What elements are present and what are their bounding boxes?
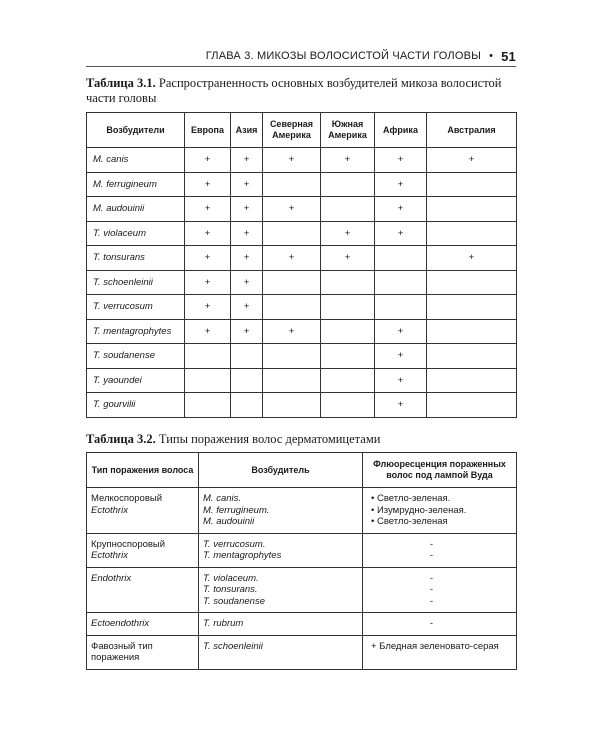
table1-row [87,295,517,320]
fluorescence-cell [363,613,517,636]
presence-cell: + [185,148,231,173]
table2-column-header: Флюоресценция пораженных волос под лампой Вуда [363,453,517,488]
fluorescence-text: - [429,538,434,550]
presence-cell: + [321,246,375,271]
presence-cell [321,172,375,197]
presence-cell [427,172,517,197]
header-rule [86,66,516,67]
presence-cell [185,368,231,393]
presence-cell: + [375,344,427,369]
presence-cell: + [231,148,263,173]
fluorescence-text: • Изумрудно-зеленая. [371,504,467,516]
agent-cell [199,488,363,534]
presence-cell: + [231,295,263,320]
presence-cell [321,270,375,295]
table2-caption [86,432,516,447]
agent-name: T. rubrum [203,618,244,629]
damage-type-cell [87,533,199,567]
species-cell: M. audouinii [87,197,185,222]
table2-column-header: Тип поражения волоса [87,453,199,488]
agent-name: T. schoenleinii [203,640,263,652]
presence-cell: + [375,172,427,197]
presence-cell [375,270,427,295]
fluorescence-text: • Светло-зеленая. [371,493,451,504]
bullet-separator: • [489,50,494,62]
presence-cell: + [231,197,263,222]
presence-cell: + [375,368,427,393]
species-cell: T. tonsurans [87,246,185,271]
presence-cell [321,368,375,393]
damage-type-text: Endothrix [91,572,132,584]
prevalence-table [86,112,517,418]
species-cell: T. yaoundei [87,368,185,393]
table1-column-header: Северная Америка [263,113,321,148]
presence-cell: + [185,295,231,320]
presence-cell [321,344,375,369]
presence-cell: + [263,319,321,344]
table2-caption-text: Типы поражения волос дерматомицетами [158,432,381,446]
presence-cell: + [375,393,427,418]
page-number: 51 [501,48,516,64]
presence-cell: + [427,148,517,173]
agent-name: T. verrucosum. [203,538,266,550]
presence-cell [263,393,321,418]
damage-type-text: Ectothrix [91,550,128,561]
presence-cell [427,393,517,418]
presence-cell [231,368,263,393]
presence-cell [427,295,517,320]
agent-name: T. mentagrophytes [203,550,282,561]
agent-name: T. soudanense [203,595,265,607]
species-cell: T. violaceum [87,221,185,246]
table2-column-header: Возбудитель [199,453,363,488]
table2-row [87,613,517,636]
damage-type-cell [87,488,199,534]
presence-cell [375,246,427,271]
table2-row [87,488,517,534]
damage-type-text: Мелкоспоровый [91,493,163,504]
fluorescence-text: - [429,595,434,607]
species-cell: M. ferrugineum [87,172,185,197]
presence-cell [263,295,321,320]
hair-damage-table [86,452,517,670]
table1-caption [86,76,516,106]
damage-type-cell [87,635,199,669]
presence-cell: + [375,319,427,344]
presence-cell: + [375,197,427,222]
table2-row [87,533,517,567]
table1-row [87,344,517,369]
table1-column-header: Африка [375,113,427,148]
agent-name: M. canis. [203,493,242,504]
damage-type-text: Крупноспоровый [91,538,166,550]
table1-row [87,197,517,222]
table1-row [87,270,517,295]
table1-row [87,148,517,173]
agent-cell [199,533,363,567]
fluorescence-text: - [429,618,434,629]
species-cell: M. canis [87,148,185,173]
species-cell: T. soudanense [87,344,185,369]
table2-row [87,567,517,613]
table2-row [87,635,517,669]
damage-type-text: Ectoendothrix [91,618,150,629]
fluorescence-cell [363,533,517,567]
presence-cell: + [185,221,231,246]
species-cell: T. schoenleinii [87,270,185,295]
presence-cell [185,393,231,418]
presence-cell: + [375,221,427,246]
presence-cell [321,319,375,344]
presence-cell: + [231,172,263,197]
table1-column-header: Южная Америка [321,113,375,148]
presence-cell: + [263,197,321,222]
fluorescence-text: - [429,572,434,584]
damage-type-text: Ectothrix [91,504,128,516]
table1-column-header: Возбудители [87,113,185,148]
presence-cell [263,270,321,295]
presence-cell: + [321,221,375,246]
presence-cell [263,368,321,393]
fluorescence-text: - [429,584,434,595]
presence-cell: + [185,270,231,295]
presence-cell: + [231,221,263,246]
agent-name: M. audouinii [203,516,255,527]
fluorescence-cell [363,488,517,534]
presence-cell [375,295,427,320]
presence-cell [427,368,517,393]
damage-type-cell [87,567,199,613]
table1-row [87,368,517,393]
presence-cell [427,344,517,369]
presence-cell: + [231,319,263,344]
table1-column-header: Европа [185,113,231,148]
presence-cell [321,393,375,418]
presence-cell: + [185,246,231,271]
species-cell: T. mentagrophytes [87,319,185,344]
species-cell: T. verrucosum [87,295,185,320]
presence-cell [427,197,517,222]
running-title: ГЛАВА 3. МИКОЗЫ ВОЛОСИСТОЙ ЧАСТИ ГОЛОВЫ [205,50,482,62]
presence-cell [263,172,321,197]
agent-name: M. ferrugineum. [203,504,270,516]
table1-column-header: Австралия [427,113,517,148]
table1-row [87,319,517,344]
presence-cell: + [427,246,517,271]
agent-cell [199,635,363,669]
presence-cell [263,221,321,246]
presence-cell: + [375,148,427,173]
fluorescence-cell [363,567,517,613]
presence-cell [427,319,517,344]
table1-header-row [87,113,517,148]
table1-row [87,172,517,197]
species-cell: T. gourvilii [87,393,185,418]
agent-name: T. tonsurans. [203,584,258,595]
presence-cell [321,197,375,222]
presence-cell: + [263,148,321,173]
fluorescence-text: • Светло-зеленая [371,516,448,527]
agent-cell [199,613,363,636]
agent-cell [199,567,363,613]
presence-cell: + [185,172,231,197]
presence-cell [427,270,517,295]
table1-row [87,221,517,246]
presence-cell: + [231,270,263,295]
presence-cell [321,295,375,320]
damage-type-cell [87,613,199,636]
presence-cell: + [185,197,231,222]
presence-cell [427,221,517,246]
presence-cell: + [321,148,375,173]
table1-row [87,393,517,418]
damage-type-text: поражения [91,652,140,663]
fluorescence-text: + Бледная зеленовато-серая [371,640,499,652]
table1-caption-text: Распространенность основных возбудителей микоза волосистой части головы [86,76,502,105]
presence-cell [185,344,231,369]
presence-cell [231,393,263,418]
damage-type-text: Фавозный тип [91,640,153,652]
fluorescence-cell [363,635,517,669]
running-head [86,46,516,66]
table2-label: Таблица 3.2. [86,432,156,446]
presence-cell [263,344,321,369]
presence-cell [231,344,263,369]
table1-row [87,246,517,271]
presence-cell: + [231,246,263,271]
table2-header-row [87,453,517,488]
presence-cell: + [263,246,321,271]
presence-cell: + [185,319,231,344]
agent-name: T. violaceum. [203,572,259,584]
table1-label: Таблица 3.1. [86,76,156,90]
table1-column-header: Азия [231,113,263,148]
fluorescence-text: - [429,550,434,561]
